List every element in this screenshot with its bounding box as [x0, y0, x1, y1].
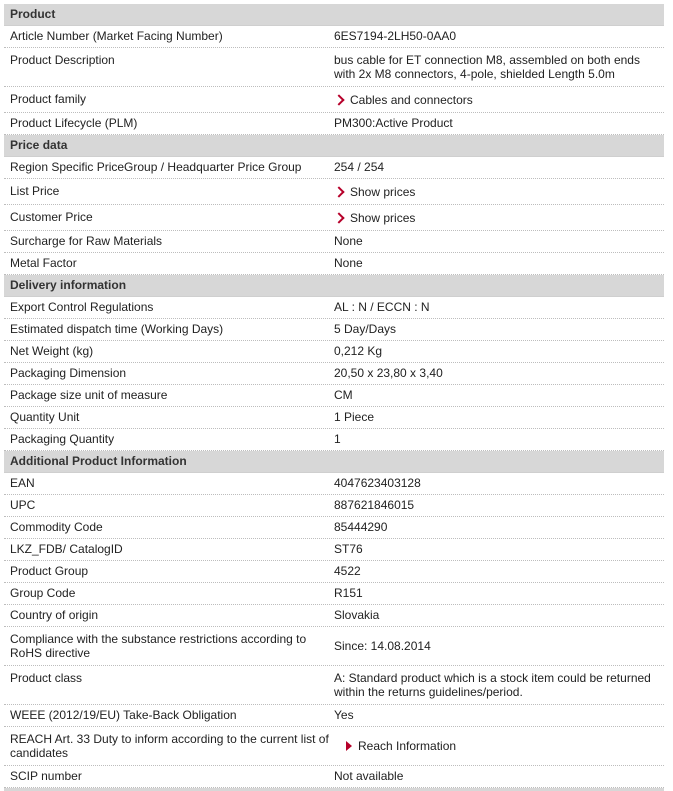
row-net-weight [4, 341, 664, 363]
row-product-group [4, 561, 664, 583]
row-product-lifecycle [4, 113, 664, 135]
section-header-product: Product [4, 4, 664, 26]
row-reach [4, 727, 664, 766]
value-ean: 4047623403128 [334, 476, 421, 490]
section-header-additional: Additional Product Information [4, 451, 664, 473]
chevron-right-icon [333, 212, 344, 223]
value-product-lifecycle: PM300:Active Product [334, 116, 453, 130]
label-country-of-origin: Country of origin [10, 608, 99, 622]
link-list-price-text[interactable]: Show prices [350, 184, 416, 199]
row-package-unit [4, 385, 664, 407]
label-rohs-compliance: Compliance with the substance restrictions according to RoHS directive [10, 632, 307, 660]
value-export-control: AL : N / ECCN : N [334, 300, 430, 314]
value-packaging-dimension: 20,50 x 23,80 x 3,40 [334, 366, 443, 380]
label-metal-factor: Metal Factor [10, 256, 77, 270]
row-ean [4, 473, 664, 495]
label-product-lifecycle: Product Lifecycle (PLM) [10, 116, 138, 130]
value-rohs-compliance: Since: 14.08.2014 [334, 639, 431, 653]
value-article-number: 6ES7194-2LH50-0AA0 [334, 29, 457, 43]
value-package-unit: CM [334, 388, 353, 402]
row-product-family [4, 87, 664, 113]
value-scip-number: Not available [334, 769, 404, 783]
label-packaging-dimension: Packaging Dimension [10, 366, 127, 380]
label-surcharge: Surcharge for Raw Materials [10, 234, 163, 248]
label-dispatch-time: Estimated dispatch time (Working Days) [10, 322, 224, 336]
label-weee: WEEE (2012/19/EU) Take-Back Obligation [10, 708, 237, 722]
row-scip-number [4, 766, 664, 788]
row-product-class [4, 666, 664, 705]
label-product-group: Product Group [10, 564, 89, 578]
value-quantity-unit: 1 Piece [334, 410, 375, 424]
chevron-right-icon [333, 186, 344, 197]
label-upc: UPC [10, 498, 36, 512]
label-list-price: List Price [10, 184, 60, 198]
product-details-table [4, 4, 664, 791]
link-reach-information[interactable] [334, 739, 664, 753]
row-rohs-compliance [4, 627, 664, 666]
value-surcharge: None [334, 234, 363, 248]
link-product-family-text[interactable]: Cables and connectors [350, 92, 473, 107]
triangle-right-icon [346, 741, 352, 751]
label-commodity-code: Commodity Code [10, 520, 103, 534]
value-country-of-origin: Slovakia [334, 608, 380, 622]
value-group-code: R151 [334, 586, 363, 600]
row-quantity-unit [4, 407, 664, 429]
value-catalog-id: ST76 [334, 542, 363, 556]
row-country-of-origin [4, 605, 664, 627]
row-packaging-dimension [4, 363, 664, 385]
label-article-number: Article Number (Market Facing Number) [10, 29, 223, 43]
row-surcharge [4, 231, 664, 253]
label-quantity-unit: Quantity Unit [10, 410, 80, 424]
value-upc: 887621846015 [334, 498, 415, 512]
label-packaging-quantity: Packaging Quantity [10, 432, 115, 446]
label-product-family: Product family [10, 92, 87, 106]
label-scip-number: SCIP number [10, 769, 82, 783]
value-weee: Yes [334, 708, 354, 722]
row-export-control [4, 297, 664, 319]
value-product-description: bus cable for ET connection M8, assembled on both ends with 2x M8 connectors, 4-pole, shielded Length 5.0m [334, 53, 640, 81]
row-group-code [4, 583, 664, 605]
row-weee [4, 705, 664, 727]
link-customer-price[interactable] [334, 210, 664, 225]
value-product-group: 4522 [334, 564, 361, 578]
row-packaging-quantity [4, 429, 664, 451]
row-metal-factor [4, 253, 664, 275]
row-customer-price [4, 205, 664, 231]
label-net-weight: Net Weight (kg) [10, 344, 94, 358]
row-catalog-id [4, 539, 664, 561]
label-customer-price: Customer Price [10, 210, 93, 224]
row-upc [4, 495, 664, 517]
value-dispatch-time: 5 Day/Days [334, 322, 397, 336]
value-metal-factor: None [334, 256, 363, 270]
label-region-price-group: Region Specific PriceGroup / Headquarter Price Group [10, 160, 302, 174]
row-product-description [4, 48, 664, 87]
row-region-price-group [4, 157, 664, 179]
section-header-delivery: Delivery information [4, 275, 664, 297]
label-product-class: Product class [10, 671, 83, 685]
label-reach: REACH Art. 33 Duty to inform according to the current list of candidates [10, 732, 329, 760]
label-product-description: Product Description [10, 53, 115, 67]
value-commodity-code: 85444290 [334, 520, 388, 534]
row-dispatch-time [4, 319, 664, 341]
link-list-price[interactable] [334, 184, 664, 199]
value-net-weight: 0,212 Kg [334, 344, 383, 358]
value-product-class: A: Standard product which is a stock item could be returned within the returns guidelines/period. [334, 671, 651, 699]
value-packaging-quantity: 1 [334, 432, 341, 446]
label-export-control: Export Control Regulations [10, 300, 154, 314]
link-customer-price-text[interactable]: Show prices [350, 210, 416, 225]
link-reach-information-text[interactable]: Reach Information [358, 739, 457, 753]
label-ean: EAN [10, 476, 35, 490]
row-article-number [4, 26, 664, 48]
label-catalog-id: LKZ_FDB/ CatalogID [10, 542, 123, 556]
row-commodity-code [4, 517, 664, 539]
row-list-price [4, 179, 664, 205]
label-group-code: Group Code [10, 586, 76, 600]
link-product-family[interactable] [334, 92, 664, 107]
chevron-right-icon [333, 94, 344, 105]
label-package-unit: Package size unit of measure [10, 388, 168, 402]
value-region-price-group: 254 / 254 [334, 160, 385, 174]
section-header-price: Price data [4, 135, 664, 157]
